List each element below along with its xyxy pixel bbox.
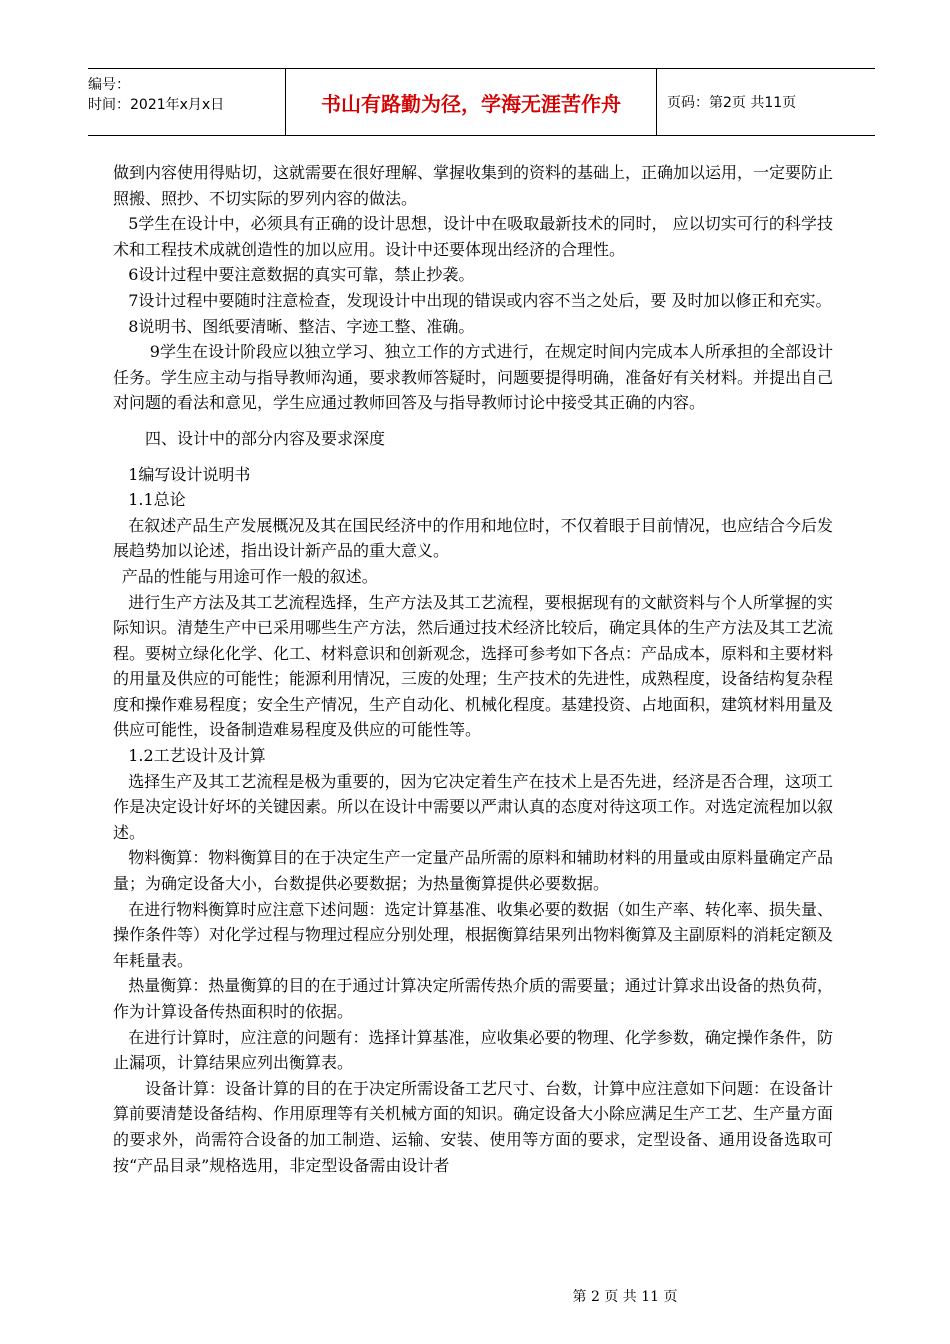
header-info-cell xyxy=(88,69,285,135)
paragraph: 产品的性能与用途可作一般的叙述。 xyxy=(121,566,378,586)
paragraph: 在进行计算时，应注意的问题有：选择计算基准，应收集必要的物理、化学参数，确定操作条件，防止漏项，计算结果应列出衡算表。 xyxy=(113,1027,833,1073)
paragraph: 5学生在设计中，必须具有正确的设计思想，设计中在吸取最新技术的同时， 应以切实可行的科学技术和工程技术成就创造性的加以应用。设计中还要体现出经济的合理性。 xyxy=(113,214,833,259)
paragraph: 7设计过程中要随时注意检查，发现设计中出现的错误或内容不当之处后，要 及时加以修正和充实。 xyxy=(128,290,832,310)
section-heading: 四、设计中的部分内容及要求深度 xyxy=(145,428,386,448)
paragraph: 9学生在设计阶段应以独立学习、独立工作的方式进行，在规定时间内完成本人所承担的全部设计任务。学生应主动与指导教师沟通，要求教师答疑时，问题要提得明确，准备好有关材料。并提出自己对问题的看法和意见，学生应通过教师回答及与指导教师讨论中接受其正确的内容。 xyxy=(113,342,834,413)
paragraph: 设备计算：设备计算的目的在于决定所需设备工艺尺寸、台数，计算中应注意如下问题：在设备计算前要清楚设备结构、作用原理等有关机械方面的知识。确定设备大小除应满足生产工艺、生产量方面的要求外，尚需符合设备的加工制造、运输、安装、使用等方面的要求，定型设备、通用设备选取可按“产品目录”规格选用，非定型设备需由设计者 xyxy=(113,1078,834,1175)
paragraph: 进行生产方法及其工艺流程选择，生产方法及其工艺流程，要根据现有的文献资料与个人所掌握的实际知识。清楚生产中已采用哪些生产方法，然后通过技术经济比较后，确定具体的生产方法及其工艺流程。要树立绿化化学、化工、材料意识和创新观念，选择可参考如下各点：产品成本，原料和主要材料的用量及供应的可能性；能源利用情况，三废的处理；生产技术的先进性，成熟程度，设备结构复杂程度和操作难易程度；安全生产情况，生产自动化、机械化程度。基建投资、占地面积，建筑材料用量及供应可能性，设备制造难易程度及供应的可能性等。 xyxy=(113,592,834,740)
document-number-label: 编号： xyxy=(88,77,130,93)
document-body xyxy=(113,160,833,1178)
header-motto: 书山有路勤为径，学海无涯苦作舟 xyxy=(321,91,621,116)
paragraph: 选择生产及其工艺流程是极为重要的，因为它决定着生产在技术上是否先进，经济是否合理，这项工作是决定设计好坏的关键因素。所以在设计中需要以严肃认真的态度对待这项工作。对选定流程加以叙述。 xyxy=(113,771,834,842)
header-page-cell xyxy=(657,69,875,135)
paragraph: 在进行物料衡算时应注意下述问题：选定计算基准、收集必要的数据（如生产率、转化率、损失量、操作条件等）对化学过程与物理过程应分别处理，根据衡算结果列出物料衡算及主副原料的消耗定额及年耗量表。 xyxy=(113,899,834,970)
subsection-heading: 1.1总论 xyxy=(128,490,186,510)
page-footer xyxy=(0,1286,950,1306)
paragraph: 6设计过程中要注意数据的真实可靠，禁止抄袭。 xyxy=(128,265,475,285)
subsection-heading: 1.2工艺设计及计算 xyxy=(128,746,266,766)
subsection-heading: 1编写设计说明书 xyxy=(128,464,251,484)
paragraph: 做到内容使用得贴切，这就需要在很好理解、掌握收集到的资料的基础上，正确加以运用，一定要防止照搬、照抄、不切实际的罗列内容的做法。 xyxy=(113,163,834,208)
paragraph: 热量衡算：热量衡算的目的在于通过计算决定所需传热介质的需要量；通过计算求出设备的热负荷，作为计算设备传热面积时的依据。 xyxy=(113,976,833,1021)
document-date-label: 时间：2021年x月x日 xyxy=(88,97,225,113)
paragraph: 在叙述产品生产发展概况及其在国民经济中的作用和地位时，不仅着眼于目前情况，也应结合今后发展趋势加以论述，指出设计新产品的重大意义。 xyxy=(113,515,833,561)
header-motto-cell xyxy=(285,69,657,135)
header-page-info: 页码：第2页 共11页 xyxy=(667,95,797,111)
footer-page-number: 第 2 页 共 11 页 xyxy=(572,1289,678,1305)
paragraph: 8说明书、图纸要清晰、整洁、字迹工整、准确。 xyxy=(128,316,475,336)
page-header xyxy=(88,68,875,136)
paragraph: 物料衡算：物料衡算目的在于决定生产一定量产品所需的原料和辅助材料的用量或由原料量确定产品量；为确定设备大小，台数提供必要数据；为热量衡算提供必要数据。 xyxy=(113,848,833,894)
